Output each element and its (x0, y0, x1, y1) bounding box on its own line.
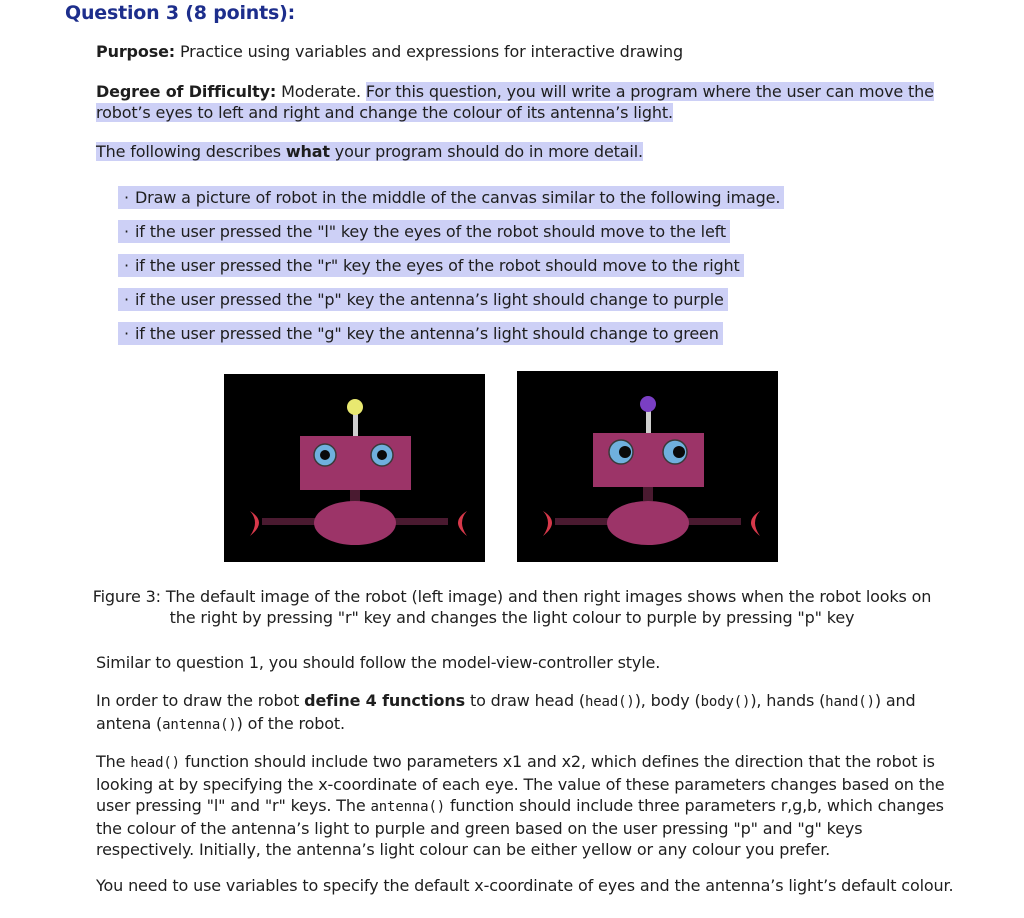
caption-line-2: the right by pressing "r" key and changes the light colour to purple by pressing "p" key (169, 608, 855, 627)
define-text: ), body ( (634, 691, 701, 710)
bullet-marker: · (124, 222, 129, 241)
list-item-text: if the user pressed the "g" key the antenna’s light should change to green (135, 324, 719, 343)
caption-line-1: Figure 3: The default image of the robot (left image) and then right images shows when the robot looks on (92, 587, 932, 606)
bullet-marker: · (124, 256, 129, 275)
antenna-stick (646, 411, 651, 433)
head-function-paragraph (96, 751, 958, 860)
figure-caption (72, 586, 952, 628)
list-item (118, 220, 730, 243)
define-text: ), hands ( (750, 691, 826, 710)
define-paragraph (96, 690, 958, 736)
define-bold: define 4 functions (304, 691, 466, 710)
head-text: function should include two parameters x1 and x2, which defines the direction that the robot is looking at by specifying the x-coordinate of each eye. The value of these parameters changes based on the user pressing "l" and "r" keys. The (96, 752, 945, 815)
list-item-text: Draw a picture of robot in the middle of the canvas similar to the following image. (135, 188, 781, 207)
robot-neck (643, 487, 653, 501)
define-text: In order to draw the robot (96, 691, 305, 710)
list-item (118, 186, 784, 209)
list-item (118, 322, 723, 345)
code-head: head() (130, 755, 180, 771)
code-antenna: antenna() (370, 799, 446, 815)
antenna-light (347, 399, 363, 415)
list-item-text: if the user pressed the "r" key the eyes of the robot should move to the right (135, 256, 740, 275)
question-title: Question 3 (8 points): (65, 2, 295, 24)
list-item-text: if the user pressed the "p" key the antenna’s light should change to purple (135, 290, 724, 309)
bullet-marker: · (124, 188, 129, 207)
bullet-marker: · (124, 290, 129, 309)
robot-modified-image (517, 371, 778, 562)
antenna-light (640, 396, 656, 412)
code-antenna: antenna() (162, 717, 237, 733)
list-item-text: if the user pressed the "l" key the eyes of the robot should move to the left (135, 222, 726, 241)
list-item (118, 254, 744, 277)
describes-bold: what (285, 142, 330, 161)
define-text: antena ( (96, 714, 163, 733)
similar-paragraph: Similar to question 1, you should follow the model-view-controller style. (96, 653, 661, 672)
head-text: function should include three parameters r,g,b, which changes the colour of the antenna’s light to purple and green based on the user pressing "p" and "g" keys respectively. Initially, the antenna’s light colour can be either yellow or any colour you prefer. (96, 796, 944, 859)
list-item (118, 288, 728, 311)
code-hand: hand() (825, 694, 875, 710)
robot-body (607, 501, 689, 545)
describes-before: The following describes (96, 142, 286, 161)
describes-paragraph (96, 141, 958, 162)
define-text: to draw head ( (465, 691, 585, 710)
right-pupil (673, 446, 685, 458)
code-head: head() (585, 694, 635, 710)
right-pupil (377, 450, 387, 460)
difficulty-label: Degree of Difficulty: (96, 82, 277, 101)
antenna-stick (353, 414, 358, 436)
define-text: ) of the robot. (236, 714, 345, 733)
requirements-list (118, 186, 784, 356)
robot-head (593, 433, 704, 487)
purpose-text: Practice using variables and expressions for interactive drawing (175, 42, 684, 61)
purpose-paragraph (96, 41, 958, 62)
purpose-label: Purpose: (96, 42, 176, 61)
variables-paragraph: You need to use variables to specify the default x-coordinate of eyes and the antenna’s light’s default colour. (96, 876, 954, 895)
robot-neck (350, 490, 360, 502)
robot-default-image (224, 374, 485, 562)
left-pupil (619, 446, 631, 458)
code-body: body() (700, 694, 751, 710)
difficulty-text: For this question, you will write a program where the user can move the robot’s eyes to left and right and change the colour of its antenna’s light. (96, 82, 934, 122)
robot-body (314, 501, 396, 545)
difficulty-paragraph (96, 81, 958, 123)
difficulty-level: Moderate. (276, 82, 366, 101)
describes-after: your program should do in more detail. (329, 142, 643, 161)
bullet-marker: · (124, 324, 129, 343)
define-text: ) and (874, 691, 916, 710)
head-text: The (96, 752, 131, 771)
left-pupil (320, 450, 330, 460)
